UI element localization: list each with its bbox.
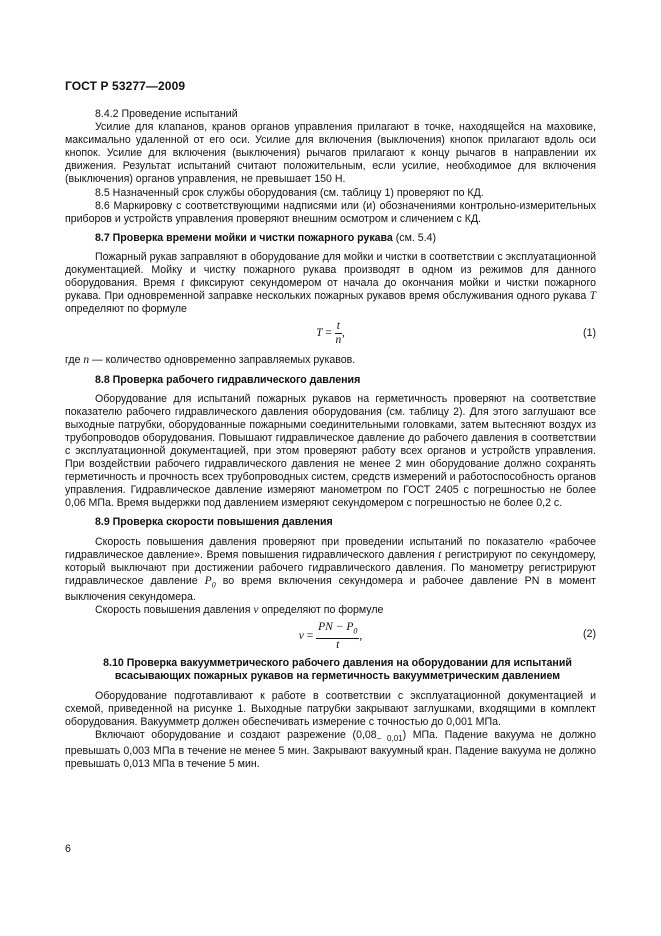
variable-n: n (83, 354, 90, 367)
text-span: Скорость повышения давления (95, 604, 251, 617)
formula-2 (65, 621, 596, 651)
section-8-4-2-text: Усилие для клапанов, кранов органов управления прилагают в точке, находящейся на маховике, максимально удаленной от его оси. Усилие для включения (выключения) кнопок прилагают вдоль оси кнопок. Усилие для включения (выключения) рычагов прилагают к концу рычагов в направлении их движения. Результат испытаний считают положительным, если усилие, необходимое для включения (выключения) органов управления, не превышает 150 Н. (65, 121, 596, 186)
section-8-9-title: 8.9 Проверка скорости повышения давления (95, 516, 333, 529)
document-body (65, 108, 596, 771)
variable-t: t (438, 548, 442, 561)
text-span: ) МПа. Падение вакуума не должно превышать 0,003 МПа в течение не менее 5 мин. Закрывают вакуумный кран. Падение вакуума не должно превышать 0,013 МПа в течение 5 мин. (65, 728, 597, 771)
text-span: регистрируют по секундомеру, который выключают при достижении рабочего гидравлического давления. По манометру регистрируют гидравлическое давление (65, 548, 596, 587)
text-span: Пожарный рукав заправляют в оборудование для мойки и чистки в соответствии с эксплуатационной документацией. Мойку и чистку пожарного рукава производят в одном из режимов для данного оборудования. Время (65, 250, 596, 290)
formula-equals: = (325, 327, 332, 340)
section-8-8-title: 8.8 Проверка рабочего гидравлического давления (95, 373, 361, 386)
section-8-5-text: 8.5 Назначенный срок службы оборудования (см. таблицу 1) проверяют по КД. (95, 186, 484, 199)
text-span: Скорость повышения давления проверяют при проведении испытаний по показателю «рабочее гидравлическое давление». Время повышения гидравлического давления (65, 535, 596, 561)
section-8-7-ref: (см. 5.4) (395, 231, 436, 244)
formula-number: (1) (583, 327, 596, 340)
section-8-7-heading (65, 232, 596, 245)
formula-fraction (335, 320, 342, 347)
text-span: во время включения секундомера и рабочее давление PN в момент выключения секундомера. (65, 574, 597, 604)
text-span: Включают оборудование и создают разрежение (0,08 (95, 728, 377, 741)
text-span: определяют по формуле (65, 303, 187, 316)
subscript: 0 (211, 580, 216, 590)
variable-t: t (180, 277, 185, 290)
section-8-10-text-2 (65, 729, 596, 771)
fraction-numerator: t (336, 320, 340, 333)
variable-v: v (253, 604, 259, 617)
variable-P0 (204, 574, 216, 590)
section-8-7-title: 8.7 Проверка времени мойки и чистки пожарного рукава (95, 231, 393, 244)
formula-lhs: T (316, 327, 323, 340)
formula-1-where (65, 354, 596, 367)
formula-fraction (316, 621, 359, 651)
section-8-9-formula-intro (65, 604, 596, 617)
formula-2-expression (65, 621, 596, 651)
section-8-8-text: Оборудование для испытаний пожарных рукавов на герметичность проверяют на соответствие показателю рабочего гидравлического давления оборудования (см. таблицу 2). Для этого заглушают все выходные патрубки, оборудованные пожарными соединительными головками, затем вытесняют воздух из трубопроводов оборудования. Повышают гидравлическое давление до рабочего давления в соответствии с эксплуатационной документацией, при этом проверяют работу всех органов и устройств управления. При воздействии рабочего гидравлического давления не менее 2 мин оборудование должно сохранять герметичность и прочность всех трубопроводных систем, средств измерений и работоспособность органов управления. Гидравлическое давление измеряют манометром по ГОСТ 2405 с погрешностью не более 0,06 МПа. Время выдержки под давлением измеряют секундомером с погрешностью не более 0,2 с. (65, 392, 596, 510)
section-8-9-text (65, 536, 596, 605)
section-8-6-text: 8.6 Маркировку с соответствующими надписями или (и) обозначениями контрольно-измерительных приборов и устройств управления проверяют внешним осмотром и сличением с КД. (65, 199, 596, 225)
text-span: — количество одновременно заправляемых рукавов. (92, 354, 356, 367)
fraction-denominator: n (335, 334, 342, 347)
formula-tail: , (341, 327, 345, 340)
text-span: фиксируют секундомером от начала до окончания мойки и чистки пожарного рукава. При одновременной заправке нескольких пожарных рукавов время обслуживания одного рукава (65, 277, 596, 303)
fraction-denominator: t (336, 638, 340, 651)
formula-1-expression (65, 320, 596, 347)
formula-lhs: v (298, 630, 304, 643)
subscript: – 0,01 (376, 733, 403, 743)
section-8-7-text (65, 251, 596, 316)
formula-number: (2) (583, 628, 596, 641)
section-8-10-title: 8.10 Проверка вакуумметрического рабочего давления на оборудовании для испытаний всасывающих пожарных рукавов на герметичность вакуумметрическим давлением (103, 657, 572, 683)
page-number: 6 (65, 843, 71, 855)
standard-header: ГОСТ Р 53277—2009 (65, 79, 186, 93)
variable-T: T (589, 290, 596, 303)
formula-equals: = (306, 630, 314, 643)
text-span: определяют по формуле (261, 604, 384, 617)
section-8-10-text-1: Оборудование подготавливают к работе в соответствии с эксплуатационной документацией и схемой, приведенной на рисунке 1. Выходные патрубки закрывают заглушками, входящими в комплект оборудования. Вакуумметр должен обеспечивать измерение с точностью до 0,001 МПа. (65, 689, 596, 728)
numerator-text: PN − P (318, 621, 354, 634)
subscript: 0 (353, 626, 358, 636)
variable-P: P (204, 574, 212, 587)
fraction-numerator (316, 621, 359, 638)
text-span: где (65, 354, 81, 367)
formula-tail: , (359, 630, 363, 643)
section-8-4-2-title: 8.4.2 Проведение испытаний (95, 108, 238, 120)
formula-1 (65, 320, 596, 350)
